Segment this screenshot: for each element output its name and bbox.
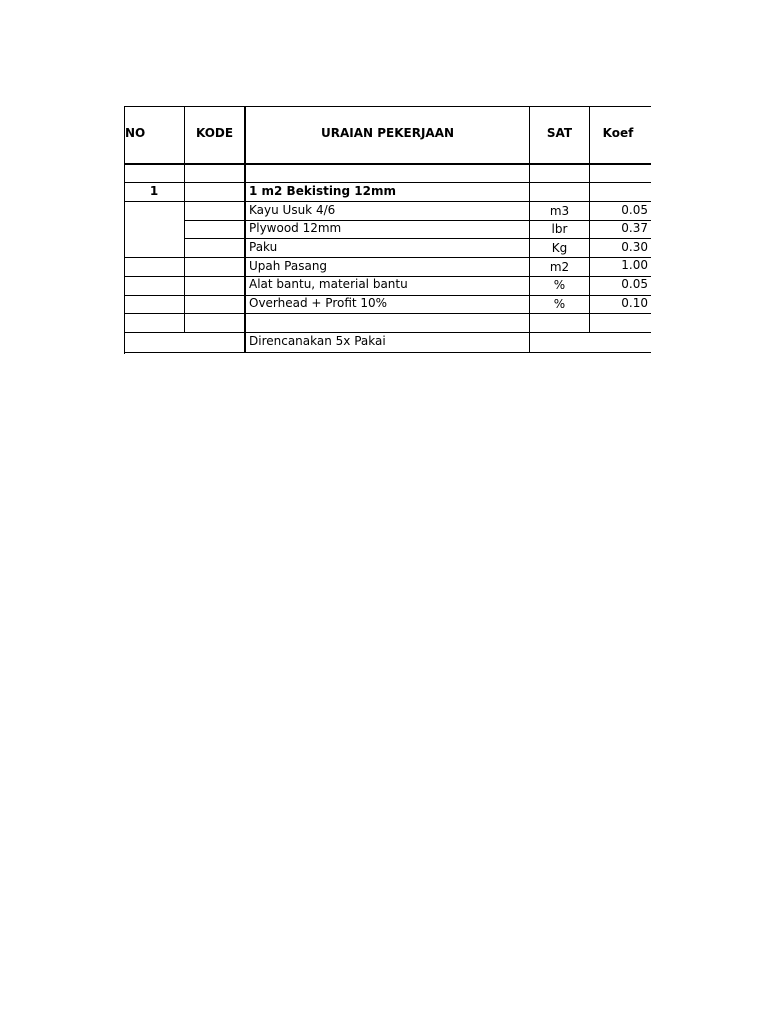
cell-uraian: Paku xyxy=(249,240,278,254)
cell-koef: 0.30 xyxy=(621,240,648,254)
cell-sat: m3 xyxy=(549,204,570,218)
header-bottom-border xyxy=(124,163,651,165)
cell-uraian-footnote: Direncanakan 5x Pakai xyxy=(249,334,386,348)
cell-sat: % xyxy=(553,278,566,292)
cell-uraian: 1 m2 Bekisting 12mm xyxy=(249,184,396,198)
table-border-top xyxy=(124,106,651,107)
cell-uraian: Alat bantu, material bantu xyxy=(249,277,408,291)
header-sat: SAT xyxy=(546,126,573,140)
rab-table xyxy=(124,106,651,354)
header-no: NO xyxy=(125,126,146,140)
cell-koef: 0.37 xyxy=(621,221,648,235)
table-border-left xyxy=(124,106,125,354)
cell-uraian: Upah Pasang xyxy=(249,259,328,273)
cell-koef: 0.10 xyxy=(621,296,648,310)
cell-no: 1 xyxy=(149,184,159,198)
row-divider xyxy=(124,313,651,314)
cell-uraian: Kayu Usuk 4/6 xyxy=(249,203,336,217)
cell-uraian: Overhead + Profit 10% xyxy=(249,296,388,310)
cell-sat: % xyxy=(553,297,566,311)
cell-koef: 1.00 xyxy=(621,258,648,272)
cell-sat: m2 xyxy=(549,260,570,274)
header-koef: Koef xyxy=(602,126,634,140)
cell-koef: 0.05 xyxy=(621,203,648,217)
cell-sat: Kg xyxy=(551,241,568,255)
cell-uraian: Plywood 12mm xyxy=(249,221,342,235)
header-kode: KODE xyxy=(195,126,234,140)
cell-sat: lbr xyxy=(551,222,568,236)
column-divider-kode-uraian xyxy=(244,106,246,353)
header-uraian-pekerjaan: URAIAN PEKERJAAN xyxy=(320,126,455,140)
cell-koef: 0.05 xyxy=(621,277,648,291)
table-border-bottom xyxy=(124,352,651,353)
